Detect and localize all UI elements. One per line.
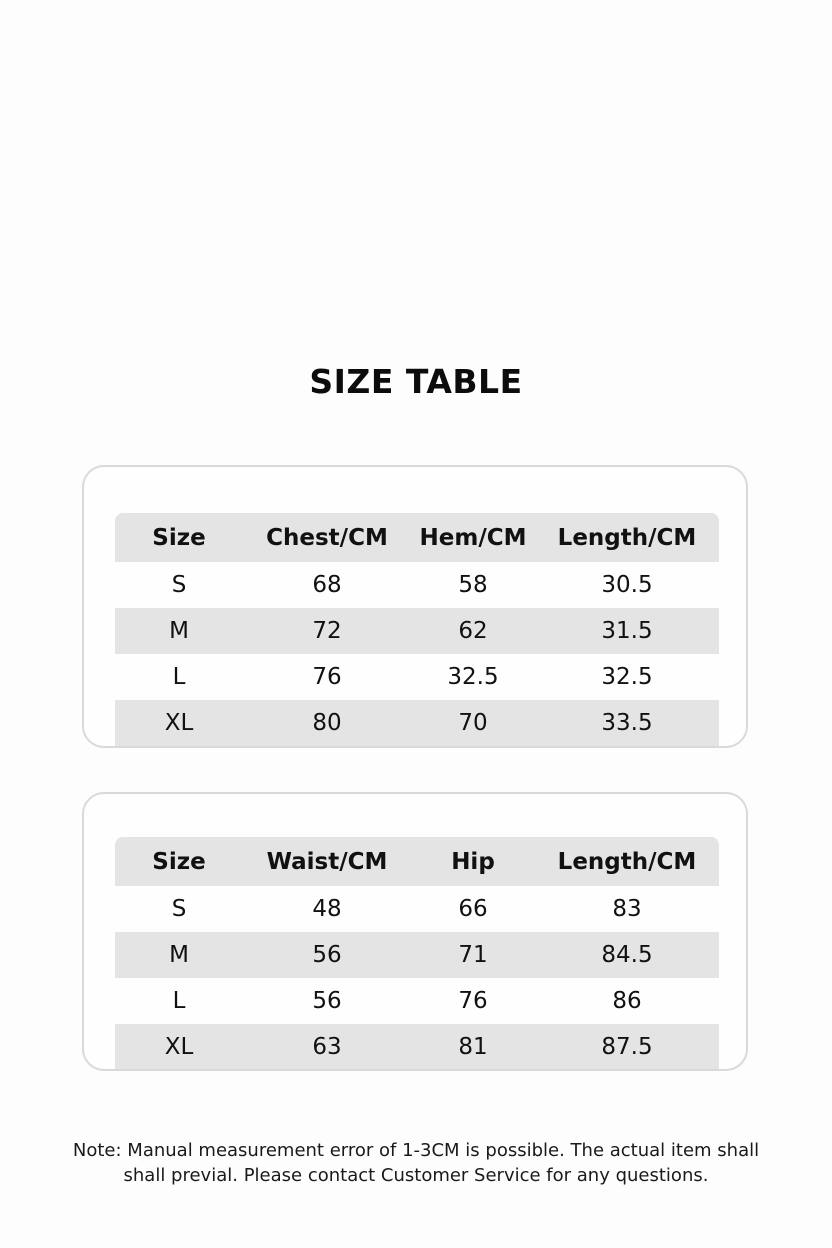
table-cell: 56 bbox=[312, 988, 342, 1014]
table-cell: S bbox=[171, 896, 187, 922]
table-cell: L bbox=[172, 664, 186, 690]
table-header-row bbox=[115, 837, 719, 886]
table-cell: 86 bbox=[612, 988, 642, 1014]
column-header: Hem/CM bbox=[419, 524, 527, 551]
table-cell: 66 bbox=[458, 896, 488, 922]
table-cell: 48 bbox=[312, 896, 342, 922]
note-line-1: Note: Manual measurement error of 1-3CM is possible. The actual item shall bbox=[72, 1140, 760, 1161]
table-cell: 71 bbox=[458, 942, 488, 968]
page-title: SIZE TABLE bbox=[309, 362, 523, 401]
table-cell: S bbox=[171, 572, 187, 598]
table-row bbox=[115, 608, 719, 654]
table-cell: 72 bbox=[312, 618, 342, 644]
table-row bbox=[115, 654, 719, 700]
table-cell: 33.5 bbox=[601, 710, 653, 736]
table-cell: L bbox=[172, 988, 186, 1014]
table-row bbox=[115, 886, 719, 932]
top-size-table-card bbox=[82, 465, 748, 748]
table-cell: 31.5 bbox=[601, 618, 653, 644]
table-row bbox=[115, 700, 719, 746]
table-row bbox=[115, 1024, 719, 1070]
column-header: Length/CM bbox=[557, 848, 697, 875]
table-cell: 56 bbox=[312, 942, 342, 968]
measurement-note bbox=[0, 1138, 832, 1188]
table-cell: 30.5 bbox=[601, 572, 653, 598]
table-cell: M bbox=[169, 618, 189, 644]
column-header: Chest/CM bbox=[266, 524, 388, 551]
column-header: Hip bbox=[451, 848, 495, 875]
table-cell: 32.5 bbox=[601, 664, 653, 690]
table-cell: M bbox=[169, 942, 189, 968]
table-cell: 62 bbox=[458, 618, 488, 644]
table-cell: XL bbox=[164, 1034, 194, 1060]
note-line-2: shall previal. Please contact Customer Service for any questions. bbox=[123, 1165, 709, 1186]
table-cell: 81 bbox=[458, 1034, 488, 1060]
table-row bbox=[115, 932, 719, 978]
table-cell: 84.5 bbox=[601, 942, 653, 968]
table-cell: XL bbox=[164, 710, 194, 736]
table-row bbox=[115, 562, 719, 608]
table-header-row bbox=[115, 513, 719, 562]
column-header: Length/CM bbox=[557, 524, 697, 551]
column-header: Size bbox=[152, 848, 206, 875]
table-cell: 76 bbox=[458, 988, 488, 1014]
table-cell: 87.5 bbox=[601, 1034, 653, 1060]
table-row bbox=[115, 978, 719, 1024]
table-cell: 58 bbox=[458, 572, 488, 598]
top-size-table bbox=[115, 513, 719, 746]
table-cell: 80 bbox=[312, 710, 342, 736]
table-cell: 76 bbox=[312, 664, 342, 690]
bottom-size-table-card bbox=[82, 792, 748, 1071]
column-header: Waist/CM bbox=[266, 848, 388, 875]
bottom-size-table bbox=[115, 837, 719, 1070]
table-cell: 32.5 bbox=[447, 664, 499, 690]
column-header: Size bbox=[152, 524, 206, 551]
table-cell: 68 bbox=[312, 572, 342, 598]
table-cell: 63 bbox=[312, 1034, 342, 1060]
table-cell: 83 bbox=[612, 896, 642, 922]
table-cell: 70 bbox=[458, 710, 488, 736]
